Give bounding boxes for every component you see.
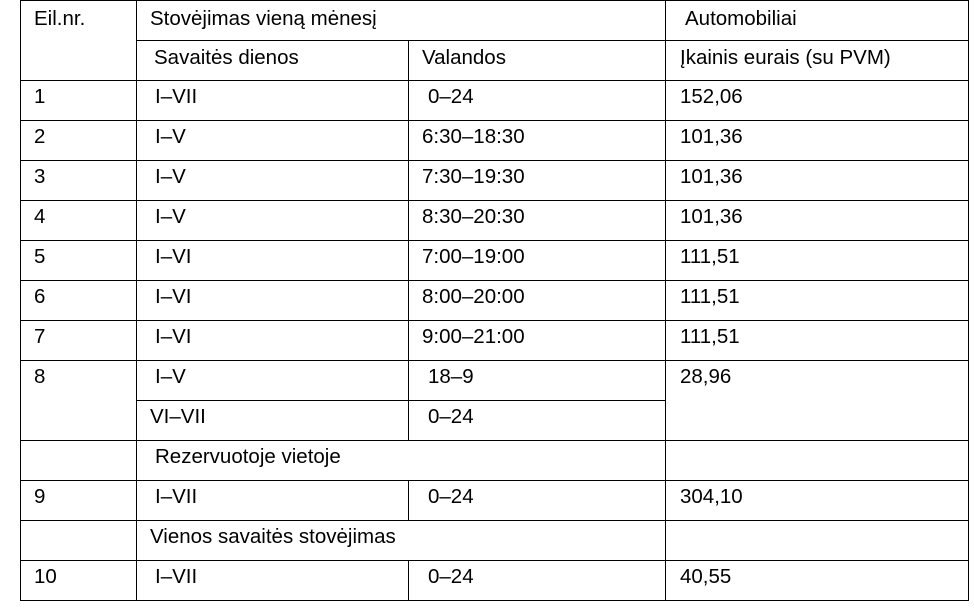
table-row [21, 121, 969, 161]
row-weekdays: I–VII [137, 81, 409, 121]
table-row [21, 241, 969, 281]
row-hours: 8:30–20:30 [409, 201, 666, 241]
row-price: 111,51 [666, 281, 969, 321]
parking-tariff-table [20, 0, 969, 601]
row-weekdays: I–VII [137, 481, 409, 521]
row-number: 8 [21, 361, 137, 441]
table-row [21, 161, 969, 201]
row-weekdays: I–V [137, 161, 409, 201]
header-hours: Valandos [409, 41, 666, 81]
table-row [21, 81, 969, 121]
row-number: 9 [21, 481, 137, 521]
section-row [21, 441, 969, 481]
empty-cell [21, 521, 137, 561]
row-price: 101,36 [666, 201, 969, 241]
subheader-row [21, 41, 969, 81]
row-hours: 18–9 [409, 361, 666, 401]
row-hours: 7:00–19:00 [409, 241, 666, 281]
row-weekdays: I–VI [137, 281, 409, 321]
section-title-weekly: Vienos savaitės stovėjimas [137, 521, 666, 561]
section-row [21, 521, 969, 561]
header-price: Įkainis eurais (su PVM) [666, 41, 969, 81]
header-weekdays: Savaitės dienos [137, 41, 409, 81]
section-title-reserved: Rezervuotoje vietoje [137, 441, 666, 481]
row-hours: 8:00–20:00 [409, 281, 666, 321]
header-monthly-parking: Stovėjimas vieną mėnesį [137, 1, 666, 41]
row-price: 111,51 [666, 241, 969, 281]
table-row [21, 281, 969, 321]
row-number: 6 [21, 281, 137, 321]
empty-cell [666, 441, 969, 481]
table-row [21, 361, 969, 401]
row-price: 152,06 [666, 81, 969, 121]
row-hours: 0–24 [409, 401, 666, 441]
row-weekdays: I–V [137, 201, 409, 241]
empty-cell [666, 521, 969, 561]
row-hours: 6:30–18:30 [409, 121, 666, 161]
row-hours: 0–24 [409, 481, 666, 521]
row-weekdays: I–VI [137, 241, 409, 281]
row-weekdays: I–V [137, 121, 409, 161]
row-price: 304,10 [666, 481, 969, 521]
row-weekdays: I–VI [137, 321, 409, 361]
row-number: 5 [21, 241, 137, 281]
row-hours: 7:30–19:30 [409, 161, 666, 201]
row-weekdays: VI–VII [137, 401, 409, 441]
header-row [21, 1, 969, 41]
table-row [21, 561, 969, 601]
header-number: Eil.nr. [21, 1, 137, 81]
row-hours: 0–24 [409, 81, 666, 121]
row-number: 4 [21, 201, 137, 241]
row-number: 3 [21, 161, 137, 201]
row-price: 111,51 [666, 321, 969, 361]
empty-cell [21, 441, 137, 481]
row-number: 2 [21, 121, 137, 161]
row-price: 40,55 [666, 561, 969, 601]
row-price: 101,36 [666, 121, 969, 161]
row-price: 28,96 [666, 361, 969, 441]
row-number: 10 [21, 561, 137, 601]
row-price: 101,36 [666, 161, 969, 201]
table-row [21, 201, 969, 241]
table-row [21, 481, 969, 521]
row-weekdays: I–VII [137, 561, 409, 601]
row-number: 1 [21, 81, 137, 121]
row-hours: 0–24 [409, 561, 666, 601]
row-weekdays: I–V [137, 361, 409, 401]
row-hours: 9:00–21:00 [409, 321, 666, 361]
header-vehicles: Automobiliai [666, 1, 969, 41]
row-number: 7 [21, 321, 137, 361]
table-row [21, 321, 969, 361]
